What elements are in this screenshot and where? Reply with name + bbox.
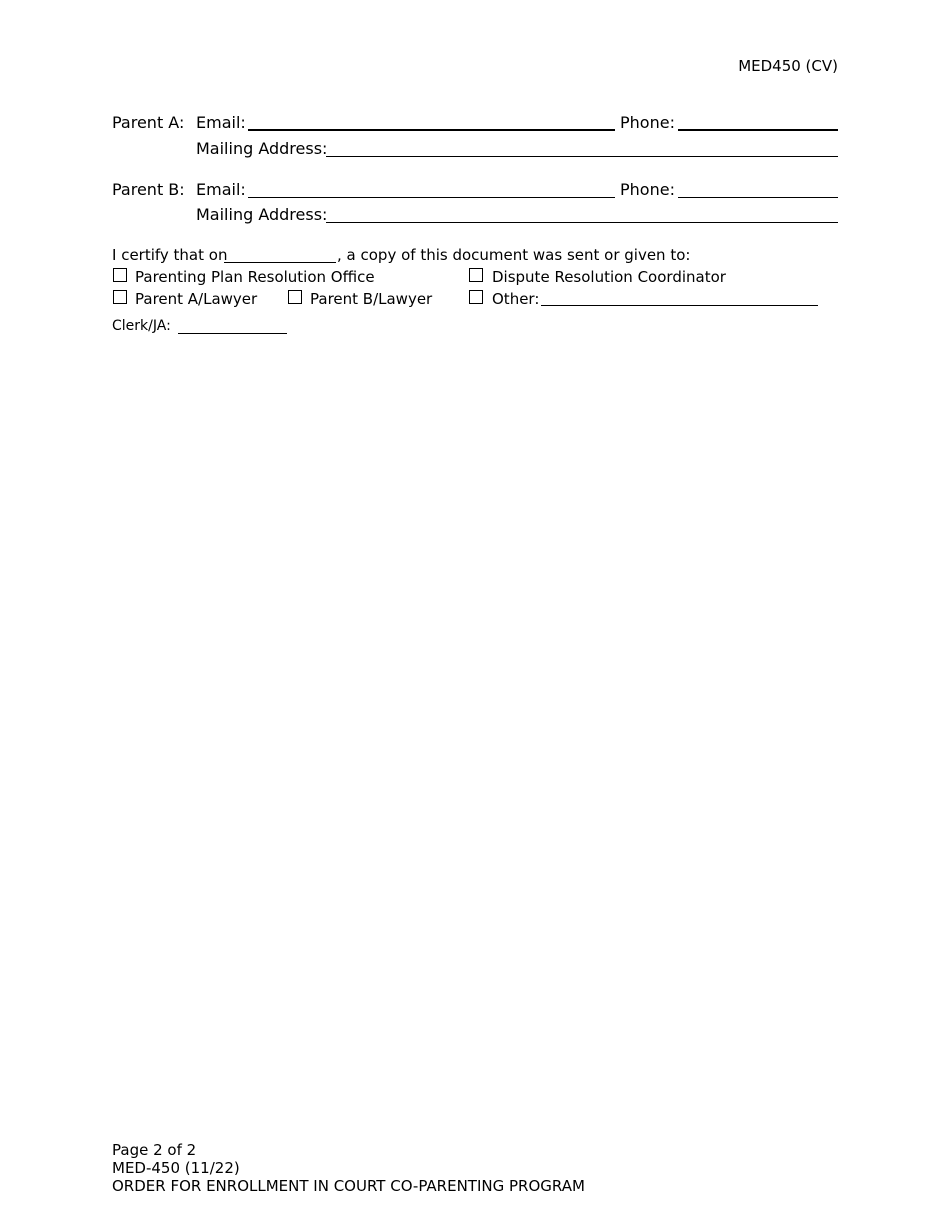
parent-b-label: Parent B: bbox=[112, 180, 185, 199]
drc-checkbox[interactable] bbox=[469, 268, 483, 282]
form-title: ORDER FOR ENROLLMENT IN COURT CO-PARENTING PROGRAM bbox=[112, 1177, 585, 1195]
ppro-label: Parenting Plan Resolution Office bbox=[135, 268, 375, 286]
clerk-label: Clerk/JA: bbox=[112, 318, 171, 334]
parent-a-mailing-label: Mailing Address: bbox=[196, 139, 328, 158]
certify-suffix: , a copy of this document was sent or given to: bbox=[337, 246, 691, 264]
parent-a-label: Parent A: bbox=[112, 113, 185, 132]
certify-date-field[interactable] bbox=[224, 262, 336, 263]
parent-b-phone-field[interactable] bbox=[678, 197, 838, 198]
form-number: MED-450 (11/22) bbox=[112, 1159, 240, 1177]
ppro-checkbox[interactable] bbox=[113, 268, 127, 282]
page-number: Page 2 of 2 bbox=[112, 1141, 197, 1159]
parent-b-email-field[interactable] bbox=[248, 197, 615, 198]
parent-a-email-field[interactable] bbox=[248, 129, 615, 131]
clerk-field[interactable] bbox=[178, 333, 287, 334]
parent-a-lawyer-checkbox[interactable] bbox=[113, 290, 127, 304]
parent-a-phone-label: Phone: bbox=[620, 113, 675, 132]
parent-b-lawyer-checkbox[interactable] bbox=[288, 290, 302, 304]
form-code: MED450 (CV) bbox=[738, 57, 838, 75]
other-field[interactable] bbox=[541, 305, 818, 306]
drc-label: Dispute Resolution Coordinator bbox=[492, 268, 726, 286]
parent-a-email-label: Email: bbox=[196, 113, 246, 132]
parent-b-mailing-field[interactable] bbox=[326, 222, 838, 223]
parent-a-mailing-field[interactable] bbox=[326, 156, 838, 157]
parent-b-lawyer-label: Parent B/Lawyer bbox=[310, 290, 433, 308]
parent-b-phone-label: Phone: bbox=[620, 180, 675, 199]
parent-b-mailing-label: Mailing Address: bbox=[196, 205, 328, 224]
other-checkbox[interactable] bbox=[469, 290, 483, 304]
parent-a-phone-field[interactable] bbox=[678, 129, 838, 131]
parent-a-lawyer-label: Parent A/Lawyer bbox=[135, 290, 258, 308]
parent-b-email-label: Email: bbox=[196, 180, 246, 199]
certify-prefix: I certify that on bbox=[112, 246, 228, 264]
other-label: Other: bbox=[492, 290, 540, 308]
